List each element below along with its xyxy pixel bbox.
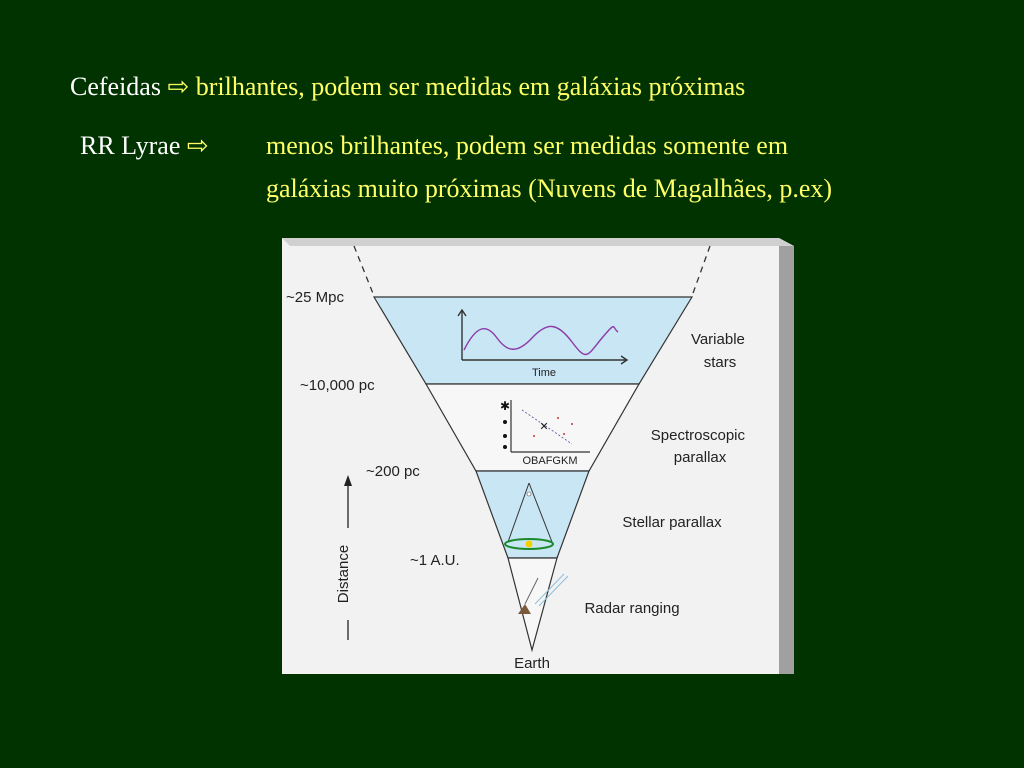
distance-label-25mpc: ~25 Mpc	[286, 289, 344, 306]
time-label: Time	[531, 367, 557, 379]
method-stellar-parallax: Stellar parallax	[622, 514, 722, 531]
cepheids-label: Cefeidas	[70, 72, 161, 101]
distance-label-200pc: ~200 pc	[366, 463, 420, 480]
panel-top	[282, 238, 794, 246]
method-radar-ranging: Radar ranging	[584, 600, 680, 617]
method-variable-stars: Variable stars	[690, 331, 745, 371]
earth-label: Earth	[514, 655, 550, 672]
bullet-rr-lyrae	[80, 131, 789, 161]
arrow-right-icon: ⇨	[186, 131, 209, 160]
svg-text:✕: ✕	[539, 421, 549, 433]
distance-ladder-diagram	[282, 238, 794, 674]
rr-lyrae-text: menos brilhantes, podem ser medidas somente em	[266, 131, 789, 160]
svg-text:✱: ✱	[499, 399, 511, 413]
distance-label-1au: ~1 A.U.	[410, 552, 460, 569]
distance-label-10000pc: ~10,000 pc	[300, 377, 375, 394]
bullet-cepheids	[70, 72, 745, 102]
method-spectroscopic-parallax: Spectroscopic parallax	[650, 427, 746, 466]
rr-lyrae-text-continued: galáxias muito próximas (Nuvens de Magalhães, p.ex)	[266, 174, 833, 203]
distance-axis-label: Distance	[335, 544, 352, 604]
arrow-right-icon: ⇨	[167, 72, 190, 101]
rr-lyrae-label: RR Lyrae	[80, 131, 181, 160]
panel-side	[779, 238, 794, 674]
spectral-class-label: OBAFGKM	[522, 455, 578, 467]
cepheids-text: brilhantes, podem ser medidas em galáxias próximas	[195, 72, 746, 101]
